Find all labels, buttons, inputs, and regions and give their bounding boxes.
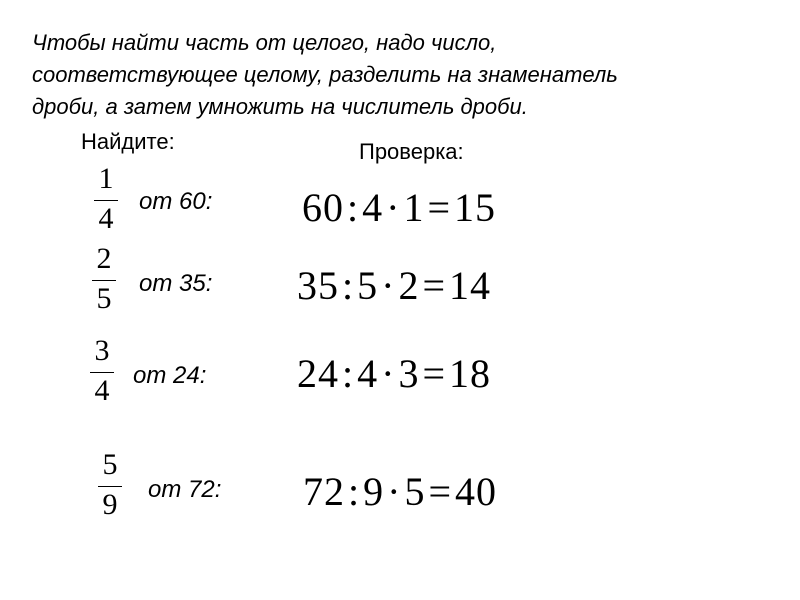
- fraction-denominator: 4: [94, 374, 110, 407]
- divide-sign: :: [342, 263, 355, 308]
- rule-text: [32, 27, 772, 123]
- equals-sign: =: [428, 469, 453, 514]
- check-result: 15: [454, 185, 497, 230]
- fraction-numerator: 5: [102, 448, 118, 481]
- check-equation: [303, 470, 497, 514]
- rule-line: дроби, а затем умножить на числитель дроби.: [32, 94, 528, 119]
- fraction-denominator: 9: [102, 488, 118, 521]
- check-divisor: 9: [363, 469, 385, 514]
- check-divisor: 4: [357, 351, 379, 396]
- check-multiplier: 5: [404, 469, 426, 514]
- fraction-bar: [94, 200, 118, 201]
- divide-sign: :: [342, 351, 355, 396]
- check-divisor: 5: [357, 263, 379, 308]
- check-equation: [297, 264, 491, 308]
- equals-sign: =: [427, 185, 452, 230]
- multiply-sign: ·: [381, 263, 396, 308]
- multiply-sign: ·: [381, 351, 396, 396]
- fraction-numerator: 1: [98, 162, 114, 195]
- multiply-sign: ·: [387, 469, 402, 514]
- check-multiplier: 2: [398, 263, 420, 308]
- check-result: 14: [449, 263, 492, 308]
- check-multiplier: 1: [403, 185, 425, 230]
- of-label: от 24:: [133, 362, 207, 389]
- equals-sign: =: [422, 263, 447, 308]
- rule-line: Чтобы найти часть от целого, надо число,: [32, 30, 497, 55]
- fraction-bar: [90, 372, 114, 373]
- of-label: от 60:: [139, 188, 213, 215]
- multiply-sign: ·: [386, 185, 401, 230]
- check-result: 18: [449, 351, 492, 396]
- check-multiplier: 3: [398, 351, 420, 396]
- fraction-bar: [98, 486, 122, 487]
- fraction-numerator: 2: [96, 242, 112, 275]
- check-result: 40: [455, 469, 498, 514]
- fraction-bar: [92, 280, 116, 281]
- of-label: от 35:: [139, 270, 213, 297]
- check-heading: Проверка:: [359, 139, 464, 164]
- divide-sign: :: [348, 469, 361, 514]
- rule-line: соответствующее целому, разделить на знаменатель: [32, 62, 618, 87]
- of-label: от 72:: [148, 476, 222, 503]
- divide-sign: :: [347, 185, 360, 230]
- check-whole: 24: [297, 351, 339, 396]
- fraction-denominator: 5: [96, 282, 112, 315]
- check-divisor: 4: [362, 185, 384, 230]
- check-equation: [302, 186, 496, 230]
- check-whole: 35: [297, 263, 339, 308]
- check-whole: 60: [302, 185, 344, 230]
- check-equation: [297, 352, 491, 396]
- equals-sign: =: [422, 351, 447, 396]
- find-heading: Найдите:: [81, 129, 175, 154]
- fraction-denominator: 4: [98, 202, 114, 235]
- check-whole: 72: [303, 469, 345, 514]
- fraction-numerator: 3: [94, 334, 110, 367]
